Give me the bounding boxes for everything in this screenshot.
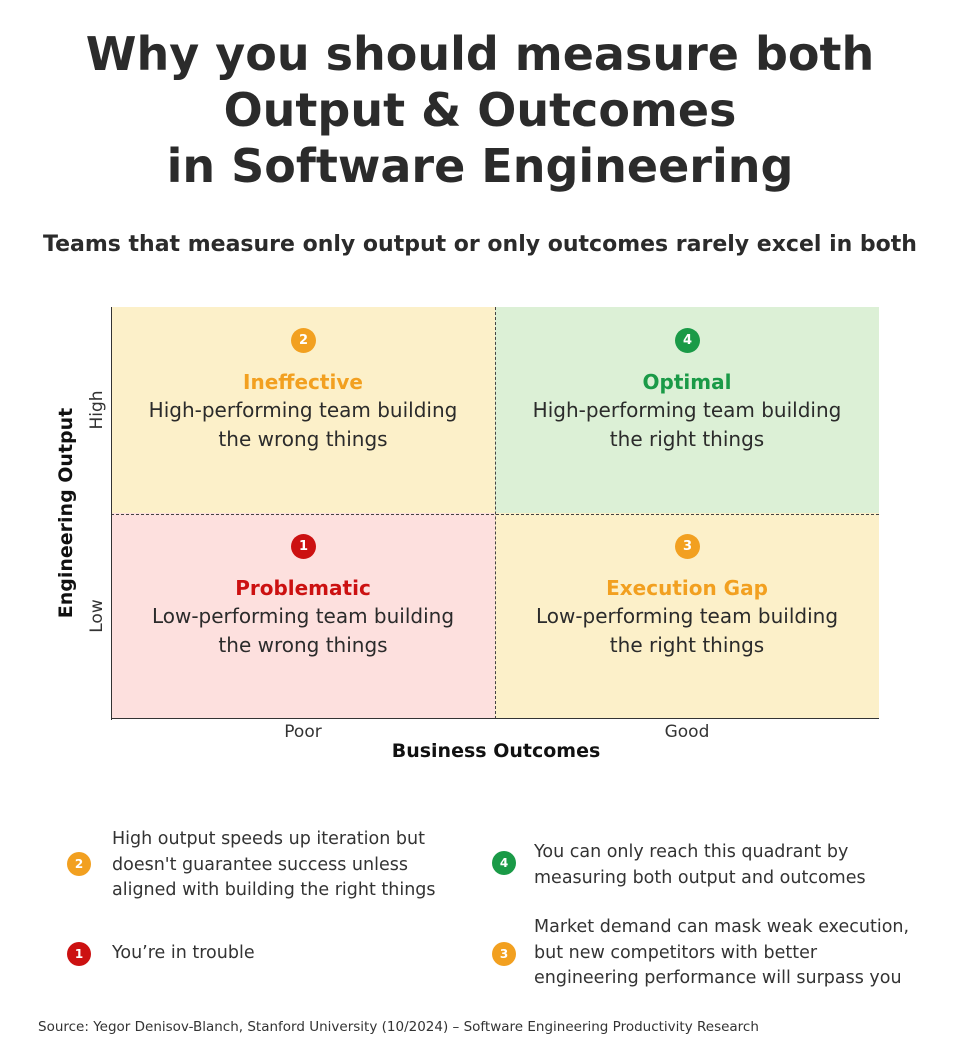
note-line: High output speeds up iteration but [112, 829, 425, 849]
description-line: Low-performing team building [535, 604, 839, 628]
note-badge-3: 3 [492, 942, 516, 966]
note-line: You can only reach this quadrant by [534, 842, 849, 862]
y-tick-high: High [87, 390, 107, 430]
title-line-1: Why you should measure both [85, 27, 875, 81]
quadrant-description [495, 396, 879, 454]
note-line: measuring both output and outcomes [534, 867, 866, 888]
note-1 [112, 941, 255, 967]
description-line: the wrong things [218, 633, 388, 657]
quadrant-ineffective [111, 307, 495, 513]
source-citation: Source: Yegor Denisov-Blanch, Stanford University (10/2024) – Software Engineering Productivity Research [38, 1019, 759, 1035]
description-line: the right things [609, 633, 765, 657]
x-axis-line [111, 718, 879, 719]
quadrant-description [111, 396, 495, 454]
number-badge-2: 2 [291, 328, 316, 353]
note-line: aligned with building the right things [112, 880, 436, 900]
quadrant-execution-gap [495, 513, 879, 719]
horizontal-divider [111, 514, 879, 515]
y-axis-line [111, 307, 112, 720]
subtitle: Teams that measure only output or only outcomes rarely excel in both [43, 232, 917, 257]
title-line-3: in Software Engineering [166, 139, 794, 193]
note-badge-4: 4 [492, 851, 516, 875]
number-badge-3: 3 [675, 534, 700, 559]
note-badge-1: 1 [67, 942, 91, 966]
quadrant-title: Problematic [235, 576, 371, 600]
quadrant-title: Execution Gap [606, 576, 768, 600]
y-axis-label: Engineering Output [55, 407, 77, 619]
y-tick-low: Low [87, 599, 107, 633]
note-4 [534, 840, 866, 891]
note-line: doesn't guarantee success unless [112, 854, 408, 875]
quadrant-title: Optimal [642, 370, 732, 394]
quadrant-description [495, 602, 879, 660]
title-line-2: Output & Outcomes [223, 83, 737, 137]
description-line: the right things [609, 427, 765, 451]
note-line: You’re in trouble [112, 943, 255, 963]
x-axis-label: Business Outcomes [391, 740, 601, 762]
note-line: engineering performance will surpass you [534, 968, 902, 988]
quadrant-problematic [111, 513, 495, 719]
x-tick-poor: Poor [284, 722, 322, 742]
note-line: Market demand can mask weak execution, [534, 917, 910, 937]
number-badge-4: 4 [675, 328, 700, 353]
number-badge-1: 1 [291, 534, 316, 559]
description-line: Low-performing team building [151, 604, 455, 628]
note-2 [112, 827, 436, 904]
description-line: High-performing team building [148, 398, 458, 422]
note-3 [534, 915, 909, 992]
vertical-divider [495, 307, 496, 719]
quadrant-optimal [495, 307, 879, 513]
note-line: but new competitors with better [534, 942, 818, 963]
quadrant-description [111, 602, 495, 660]
page-title [0, 26, 960, 194]
description-line: High-performing team building [532, 398, 842, 422]
note-badge-2: 2 [67, 852, 91, 876]
description-line: the wrong things [218, 427, 388, 451]
quadrant-title: Ineffective [243, 370, 363, 394]
x-tick-good: Good [664, 722, 710, 742]
